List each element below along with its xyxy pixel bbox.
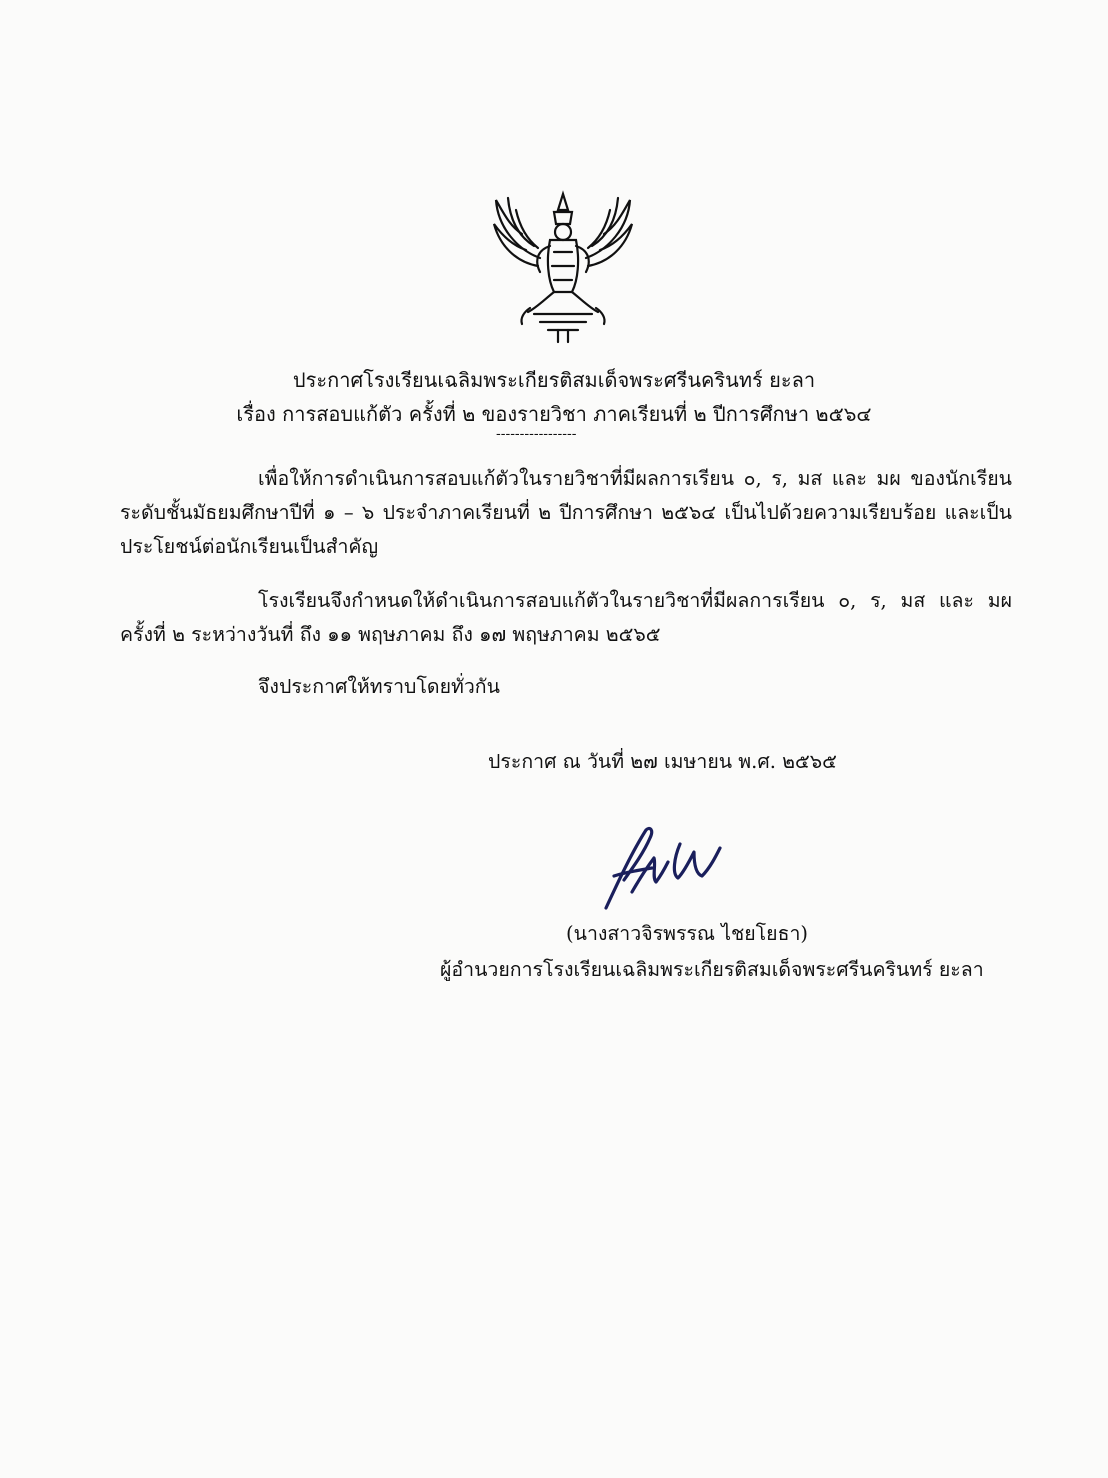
closing-statement: จึงประกาศให้ทราบโดยทั่วกัน bbox=[258, 675, 500, 698]
announcement-subject: เรื่อง การสอบแก้ตัว ครั้งที่ ๒ ของรายวิชา ภาคเรียนที่ ๒ ปีการศึกษา ๒๕๖๔ bbox=[236, 402, 872, 426]
handwritten-signature bbox=[596, 822, 741, 914]
signer-position: ผู้อำนวยการโรงเรียนเฉลิมพระเกียรติสมเด็จพระศรีนครินทร์ ยะลา bbox=[440, 958, 984, 981]
signer-name: (นางสาวจิรพรรณ ไชยโยธา) bbox=[566, 922, 809, 945]
divider: ----------------- bbox=[496, 426, 577, 442]
garuda-emblem-icon bbox=[488, 180, 638, 348]
paragraph-schedule: โรงเรียนจึงกำหนดให้ดำเนินการสอบแก้ตัวในรายวิชาที่มีผลการเรียน ๐, ร, มส และ มผ ครั้งที่ ๒ ระหว่างวันที่ ถึง ๑๑ พฤษภาคม ถึง ๑๗ พฤษภาคม ๒๕๖๕ bbox=[120, 589, 1012, 646]
paragraph-purpose: เพื่อให้การดำเนินการสอบแก้ตัวในรายวิชาที่มีผลการเรียน ๐, ร, มส และ มผ ของนักเรียน ระดับชั้นมัธยมศึกษาปีที่ ๑ – ๖ ประจำภาคเรียนที่ ๒ ปีการศึกษา ๒๕๖๔ เป็นไปด้วยความเรียบร้อย และเป็นประโยชน์ต่อนักเรียนเป็นสำคัญ bbox=[120, 467, 1012, 558]
announcement-title: ประกาศโรงเรียนเฉลิมพระเกียรติสมเด็จพระศรีนครินทร์ ยะลา bbox=[292, 368, 816, 392]
announcement-date: ประกาศ ณ วันที่ ๒๗ เมษายน พ.ศ. ๒๕๖๕ bbox=[488, 750, 837, 773]
